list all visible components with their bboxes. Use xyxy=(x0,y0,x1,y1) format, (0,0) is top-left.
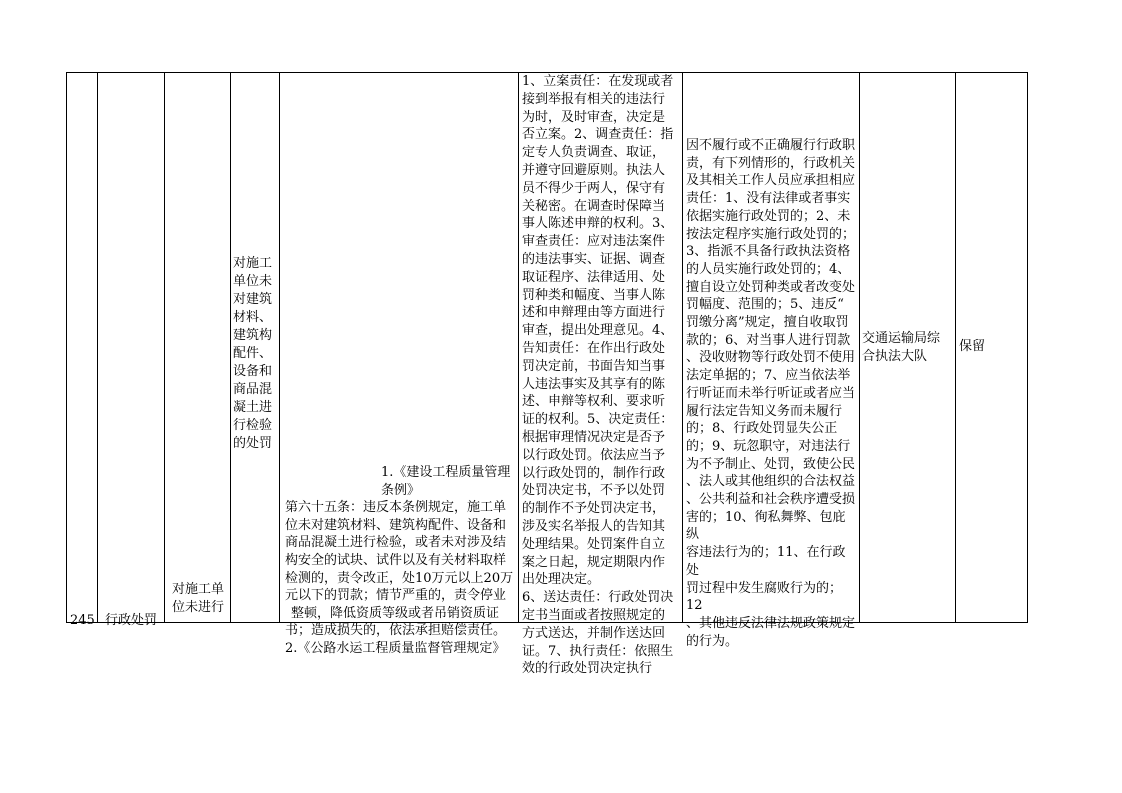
sub-item-line: 的处罚 xyxy=(233,436,273,451)
column-divider xyxy=(97,73,98,622)
responsibility-line: 定书当面或者按照规定的 xyxy=(522,607,666,623)
responsibility-line: 方式送达，并制作送达回 xyxy=(522,625,666,641)
accountability-line: 、其他违反法律法规政策规定 xyxy=(686,615,856,631)
sub-item-line: 材料、 xyxy=(233,310,273,325)
legal-basis-line: 位未对建筑材料、建筑构配件、设备和 xyxy=(285,517,507,533)
responsibility-line: 的制作不予处罚决定书， xyxy=(522,501,666,517)
sub-item-cell xyxy=(233,255,279,453)
accountability-line: 款的；6、对当事人进行罚款 xyxy=(686,332,851,348)
accountability-line: 法定单据的；7、应当依法举 xyxy=(686,368,851,384)
sub-item-line: 建筑构 xyxy=(233,328,273,343)
responsibility-line: 以行政处罚的，制作行政 xyxy=(522,465,666,481)
legal-basis-line: 元以下的罚款；情节严重的，责令停业 xyxy=(285,588,507,604)
item-name-cell xyxy=(172,581,230,617)
accountability-line: 的行为。 xyxy=(686,633,739,649)
legal-basis-line: 2.《公路水运工程质量监督管理规定》 xyxy=(285,640,506,656)
responsibility-line: 以行政处罚。依法应当予 xyxy=(522,447,666,463)
accountability-line: 按法定程序实施行政处罚的； xyxy=(686,226,856,242)
legal-basis-line: 第六十五条：违反本条例规定，施工单 xyxy=(285,500,507,516)
sub-item-line: 设备和 xyxy=(233,364,273,379)
responsibility-line: 人违法事实及其享有的陈 xyxy=(522,376,666,392)
column-divider xyxy=(518,73,519,622)
responsibility-line: 取证程序、法律适用、处 xyxy=(522,269,666,285)
item-name-text: 对施工单位未进行 xyxy=(172,582,225,615)
responsibility-line: 处理结果。处罚案件自立 xyxy=(522,536,666,552)
responsibility-line: 否立案。2、调查责任：指 xyxy=(522,127,674,143)
seq-cell xyxy=(70,612,97,630)
accountability-line: 、公共利益和社会秩序遭受损 xyxy=(686,492,856,508)
responsibility-line: 1、立案责任：在发现或者 xyxy=(522,74,674,89)
legal-basis-cell xyxy=(285,464,517,658)
column-divider xyxy=(279,73,280,622)
responsibility-line: 定专人负责调查、取证， xyxy=(522,145,666,161)
responsibility-line: 的违法事实、证据、调查 xyxy=(522,251,666,267)
responsibility-line: 根据审理情况决定是否予 xyxy=(522,429,666,445)
responsibility-line: 证。7、执行责任：依照生 xyxy=(522,643,674,659)
category-cell xyxy=(105,612,163,630)
department-line: 合执法大队 xyxy=(862,349,928,364)
seq-number: 245 xyxy=(70,613,95,628)
sub-item-line: 对施工 xyxy=(233,256,273,271)
accountability-line: 罚幅度、范围的；5、违反“ xyxy=(686,297,844,313)
status-cell xyxy=(959,338,1019,356)
column-divider xyxy=(230,73,231,622)
responsibility-line: 罚决定前，书面告知当事 xyxy=(522,358,666,374)
accountability-line: 为不予制止、处罚，致使公民 xyxy=(686,456,856,472)
responsibility-line: 述、申辩等权利、要求听 xyxy=(522,394,666,410)
responsibility-line: 6、送达责任：行政处罚决 xyxy=(522,590,674,606)
accountability-line: 因不履行或不正确履行行政职 xyxy=(686,138,856,153)
sub-item-line: 配件、 xyxy=(233,346,273,361)
responsibility-line: 事人陈述申辩的权利。3、 xyxy=(522,216,674,232)
responsibility-line: 处罚决定书，不予以处罚 xyxy=(522,483,666,499)
responsibility-line: 涉及实名举报人的告知其 xyxy=(522,518,666,534)
responsibility-line: 员不得少于两人，保守有 xyxy=(522,180,666,196)
accountability-line: 依据实施行政处罚的；2、未 xyxy=(686,208,851,224)
accountability-cell xyxy=(686,137,858,650)
column-divider xyxy=(682,73,683,622)
legal-basis-line: 1.《建设工程质量管理条例》 xyxy=(381,465,511,498)
sub-item-line: 商品混 xyxy=(233,382,273,397)
legal-basis-line: 书；造成损失的，依法承担赔偿责任。 xyxy=(285,623,507,639)
responsibility-line: 案之日起，规定期限内作 xyxy=(522,554,666,570)
responsibility-line: 审查，提出处理意见。4、 xyxy=(522,323,674,339)
responsibility-line: 罚种类和幅度、当事人陈 xyxy=(522,287,666,303)
responsibility-line: 效的行政处罚决定执行 xyxy=(522,661,653,677)
department-cell xyxy=(862,330,954,366)
accountability-line: 罚缴分离”规定，擅自收取罚 xyxy=(686,315,849,331)
accountability-line: 责任：1、没有法律或者事实 xyxy=(686,191,851,207)
category-text: 行政处罚 xyxy=(105,613,158,628)
responsibility-line: 为时，及时审查，决定是 xyxy=(522,109,666,125)
sub-item-line: 单位未 xyxy=(233,274,273,289)
department-line: 交通运输局综 xyxy=(862,331,941,346)
responsibility-line: 述和申辩理由等方面进行 xyxy=(522,305,666,321)
legal-basis-line: 检测的，责令改正，处10万元以上20万 xyxy=(285,570,514,586)
accountability-line: 3、指派不具备行政执法资格 xyxy=(686,244,851,260)
legal-basis-line: 构安全的试块、试件以及有关材料取样 xyxy=(285,552,507,568)
responsibility-line: 并遵守回避原则。执法人 xyxy=(522,162,666,178)
accountability-line: 责，有下列情形的，行政机关 xyxy=(686,155,856,171)
legal-basis-line: 整顿，降低资质等级或者吊销资质证 xyxy=(291,605,500,621)
accountability-line: 及其相关工作人员应承担相应 xyxy=(686,173,856,189)
accountability-line: 、法人或其他组织的合法权益 xyxy=(686,474,856,490)
accountability-line: 擅自设立处罚种类或者改变处 xyxy=(686,279,856,295)
sub-item-line: 对建筑 xyxy=(233,292,273,307)
responsibility-line: 证的权利。5、决定责任： xyxy=(522,412,674,428)
column-divider xyxy=(164,73,165,622)
responsibility-cell xyxy=(522,73,682,678)
responsibility-line: 审查责任：应对违法案件 xyxy=(522,234,666,250)
accountability-line: 容违法行为的；11、在行政处 xyxy=(686,545,846,578)
accountability-line: 行听证而未举行听证或者应当 xyxy=(686,385,856,401)
table-row xyxy=(66,72,1028,677)
accountability-line: 的；8、行政处罚显失公正 xyxy=(686,421,838,437)
accountability-line: 、没收财物等行政处罚不使用 xyxy=(686,350,856,366)
accountability-line: 的；9、玩忽职守，对违法行 xyxy=(686,438,851,454)
sub-item-line: 凝土进 xyxy=(233,400,273,415)
status-text: 保留 xyxy=(959,339,986,354)
accountability-line: 害的；10、徇私舞弊、包庇纵 xyxy=(686,509,846,543)
responsibility-line: 关秘密。在调查时保障当 xyxy=(522,198,666,214)
accountability-line: 罚过程中发生腐败行为的；12 xyxy=(686,580,843,614)
accountability-line: 的人员实施行政处罚的；4、 xyxy=(686,261,851,277)
legal-basis-line: 商品混凝土进行检验，或者未对涉及结 xyxy=(285,535,507,551)
responsibility-line: 接到举报有相关的违法行 xyxy=(522,91,666,107)
column-divider xyxy=(859,73,860,622)
sub-item-line: 行检验 xyxy=(233,418,273,433)
accountability-line: 履行法定告知义务而未履行 xyxy=(686,403,843,419)
responsibility-line: 告知责任：在作出行政处 xyxy=(522,340,666,356)
responsibility-line: 出处理决定。 xyxy=(522,572,601,588)
column-divider xyxy=(955,73,956,622)
